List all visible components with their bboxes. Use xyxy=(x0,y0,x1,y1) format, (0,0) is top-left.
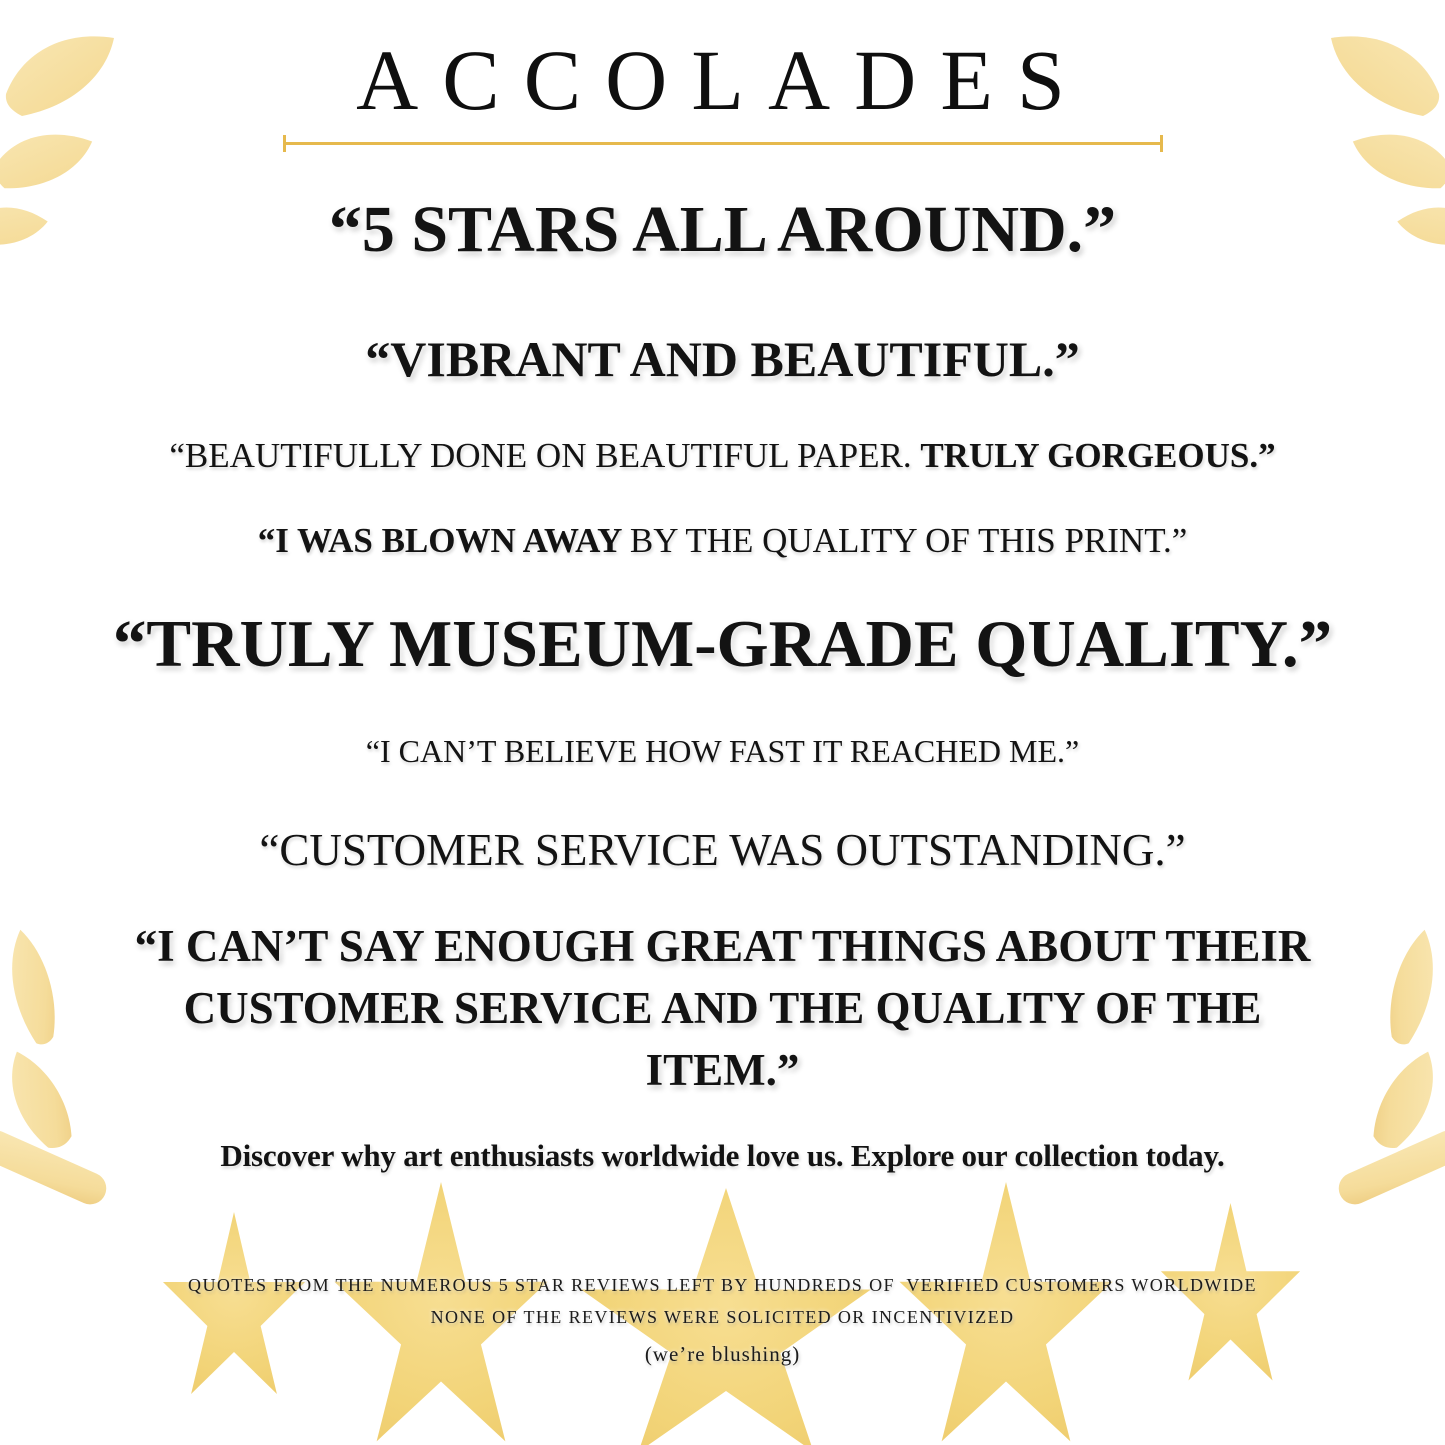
quote-segment: “BEAUTIFULLY DONE ON BEAUTIFUL PAPER. xyxy=(169,436,921,475)
quote-segment-bold: TRULY GORGEOUS.” xyxy=(920,436,1276,475)
laurel-leaves-top-left-icon xyxy=(0,30,125,260)
gold-divider-line xyxy=(283,142,1163,145)
quote-customer-service: “CUSTOMER SERVICE WAS OUTSTANDING.” xyxy=(259,825,1186,875)
page-title: ACCOLADES xyxy=(356,32,1089,128)
gold-star-icon xyxy=(160,1212,308,1412)
quote-segment: BY THE QUALITY OF THIS PRINT.” xyxy=(629,521,1188,560)
quote-cant-say-enough xyxy=(135,915,1311,1101)
quote-fast-shipping: “I CAN’T BELIEVE HOW FAST IT REACHED ME.” xyxy=(365,733,1080,769)
quote-line: “I CAN’T SAY ENOUGH GREAT THINGS ABOUT THEIR xyxy=(134,921,1311,971)
quote-line: ITEM.” xyxy=(645,1045,800,1095)
footnote-not-solicited: NONE OF THE REVIEWS WERE SOLICITED OR INCENTIVIZED xyxy=(430,1307,1015,1327)
laurel-branch-bottom-left-icon xyxy=(0,925,115,1225)
footnote-blushing: (we’re blushing) xyxy=(644,1342,801,1366)
quote-vibrant: “VIBRANT AND BEAUTIFUL.” xyxy=(365,331,1080,387)
tagline: Discover why art enthusiasts worldwide love us. Explore our collection today. xyxy=(220,1138,1225,1173)
gold-star-icon xyxy=(1158,1203,1303,1398)
laurel-branch-bottom-right-icon xyxy=(1330,925,1445,1225)
laurel-leaves-top-right-icon xyxy=(1320,30,1445,260)
quote-blown-away xyxy=(258,521,1188,561)
quote-segment-bold: “I WAS BLOWN AWAY xyxy=(257,521,630,560)
quote-museum-grade: “TRULY MUSEUM-GRADE QUALITY.” xyxy=(112,607,1333,681)
quote-line: CUSTOMER SERVICE AND THE QUALITY OF THE xyxy=(183,983,1262,1033)
quote-5-stars: “5 STARS ALL AROUND.” xyxy=(328,193,1117,266)
footnote-verified-customers: QUOTES FROM THE NUMEROUS 5 STAR REVIEWS LEFT BY HUNDREDS OF VERIFIED CUSTOMERS WORLDWIDE xyxy=(188,1275,1257,1295)
quote-beautiful-paper xyxy=(169,436,1275,476)
